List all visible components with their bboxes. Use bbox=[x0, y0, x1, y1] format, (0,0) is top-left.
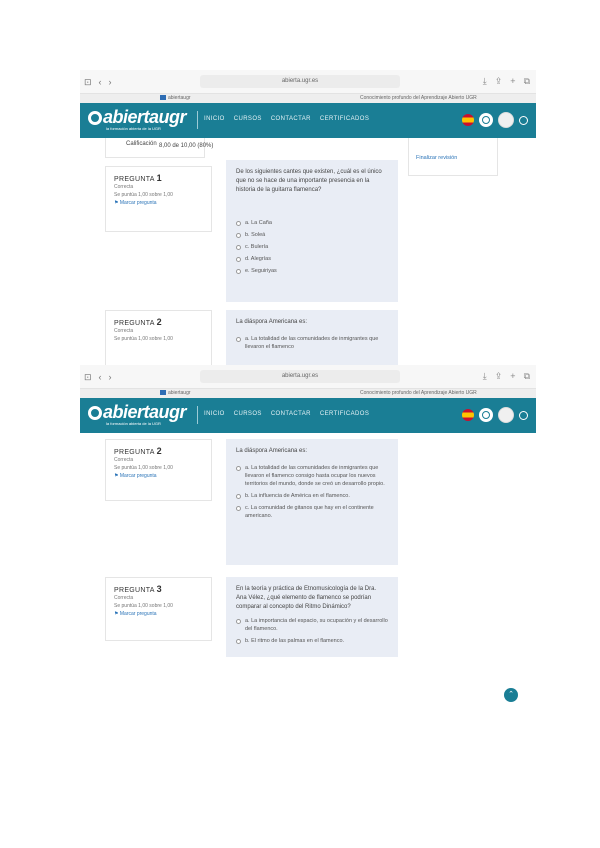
question-text: De los siguientes cantes que existen, ¿cuál es el único que no se hace de una importante presencia en la historia de la guitarra flamenca? bbox=[236, 169, 382, 193]
favicon-icon bbox=[160, 95, 166, 100]
answer-options bbox=[236, 464, 388, 520]
spain-flag-icon[interactable] bbox=[462, 409, 474, 421]
radio-icon[interactable] bbox=[236, 506, 241, 511]
answer-option[interactable]: c. La comunidad de gitanos que hay en el continente americano. bbox=[236, 504, 388, 520]
download-icon[interactable]: ⤓ bbox=[482, 371, 487, 381]
question-score: Se puntúa 1,00 sobre 1,00 bbox=[114, 465, 173, 471]
back-icon[interactable]: ‹ bbox=[98, 77, 102, 87]
quiz-navigation-block bbox=[408, 138, 498, 176]
radio-icon[interactable] bbox=[236, 639, 241, 644]
answer-options bbox=[236, 219, 388, 275]
nav-contactar[interactable]: CONTACTAR bbox=[270, 116, 311, 122]
answer-option[interactable]: a. La totalidad de las comunidades de inmigrantes que llevaron el flamenco consigo hasta ocupar los nuevos territorios del mundo, donde se creó un desarrollo propio. bbox=[236, 464, 388, 488]
download-icon[interactable]: ⤓ bbox=[482, 76, 487, 86]
browser-toolbar bbox=[80, 365, 536, 389]
question-body-1 bbox=[226, 160, 398, 302]
radio-icon[interactable] bbox=[236, 257, 241, 262]
search-icon[interactable] bbox=[519, 411, 528, 420]
globe-icon[interactable] bbox=[479, 408, 493, 422]
forward-icon[interactable]: › bbox=[108, 372, 112, 382]
tab-abiertaugr[interactable]: abiertaugr bbox=[160, 390, 191, 396]
tab-course[interactable]: Conocimiento profundo del Aprendizaje Abierto UGR bbox=[360, 390, 477, 396]
nav-divider bbox=[197, 406, 198, 424]
radio-icon[interactable] bbox=[236, 494, 241, 499]
answer-option[interactable]: b. Soleá bbox=[236, 231, 388, 239]
question-status: Correcta bbox=[114, 457, 134, 463]
tabs-icon[interactable]: ⧉ bbox=[523, 76, 530, 86]
avatar[interactable] bbox=[498, 407, 514, 423]
radio-icon[interactable] bbox=[236, 269, 241, 274]
nav-cursos[interactable]: CURSOS bbox=[233, 411, 262, 417]
site-logo[interactable]: abiertaugr la formación abierta de la UGR bbox=[88, 108, 186, 132]
question-body-2 bbox=[226, 310, 398, 370]
nav-divider bbox=[197, 111, 198, 129]
question-body-3 bbox=[226, 577, 398, 657]
new-tab-icon[interactable]: + bbox=[510, 371, 516, 381]
nav-certificados[interactable]: CERTIFICADOS bbox=[319, 411, 370, 417]
radio-icon[interactable] bbox=[236, 619, 241, 624]
answer-option[interactable]: c. Bulería bbox=[236, 243, 388, 251]
grade-label: Calificación bbox=[126, 141, 157, 147]
scroll-top-button[interactable]: ⌃ bbox=[504, 688, 518, 702]
question-score: Se puntúa 1,00 sobre 1,00 bbox=[114, 192, 173, 198]
tab-abiertaugr[interactable]: abiertaugr bbox=[160, 95, 191, 101]
site-logo[interactable]: abiertaugr la formación abierta de la UGR bbox=[88, 403, 186, 427]
nav-inicio[interactable]: INICIO bbox=[204, 116, 225, 122]
forward-icon[interactable]: › bbox=[108, 77, 112, 87]
answer-option[interactable]: a. La totalidad de las comunidades de inmigrantes que llevaron el flamenco bbox=[236, 335, 388, 351]
answer-option[interactable]: a. La Caña bbox=[236, 219, 388, 227]
radio-icon[interactable] bbox=[236, 245, 241, 250]
flag-question-link[interactable]: ⚑ Marcar pregunta bbox=[114, 611, 157, 617]
nav-cursos[interactable]: CURSOS bbox=[233, 116, 262, 122]
avatar[interactable] bbox=[498, 112, 514, 128]
nav-certificados[interactable]: CERTIFICADOS bbox=[319, 116, 370, 122]
question-text: La diáspora Americana es: bbox=[236, 319, 308, 325]
question-status: Correcta bbox=[114, 328, 134, 334]
question-info-1: PREGUNTA 1 Correcta Se puntúa 1,00 sobre 1,00 ⚑ Marcar pregunta bbox=[105, 166, 212, 232]
address-bar[interactable]: abierta.ugr.es bbox=[200, 75, 400, 88]
sidebar-icon[interactable]: ⊡ bbox=[84, 77, 92, 87]
logo-mark-icon bbox=[88, 406, 102, 420]
question-status: Correcta bbox=[114, 184, 134, 190]
answer-option[interactable]: b. El ritmo de las palmas en el flamenco. bbox=[236, 637, 388, 645]
favicon-icon bbox=[160, 390, 166, 395]
share-icon[interactable]: ⇪ bbox=[494, 371, 503, 381]
logo-mark-icon bbox=[88, 111, 102, 125]
radio-icon[interactable] bbox=[236, 466, 241, 471]
answer-options bbox=[236, 617, 388, 645]
question-score: Se puntúa 1,00 sobre 1,00 bbox=[114, 603, 173, 609]
spain-flag-icon[interactable] bbox=[462, 114, 474, 126]
question-info-2: PREGUNTA 2 Correcta Se puntúa 1,00 sobre 1,00 ⚑ Marcar pregunta bbox=[105, 439, 212, 501]
answer-option[interactable]: e. Seguiriyas bbox=[236, 267, 388, 275]
screenshot-1 bbox=[80, 70, 536, 358]
flag-question-link[interactable]: ⚑ Marcar pregunta bbox=[114, 200, 157, 206]
browser-toolbar bbox=[80, 70, 536, 94]
question-text: En la teoría y práctica de Etnomusicología de la Dra. Ana Vélez, ¿qué elemento de flamenco se podrían comparar al concepto del Ritmo Dinámico? bbox=[236, 586, 377, 610]
radio-icon[interactable] bbox=[236, 233, 241, 238]
question-text: La diáspora Americana es: bbox=[236, 448, 308, 454]
share-icon[interactable]: ⇪ bbox=[494, 76, 503, 86]
finish-review-link[interactable]: Finalizar revisión bbox=[416, 155, 458, 161]
site-header bbox=[80, 103, 536, 138]
question-info-2: PREGUNTA 2 Correcta Se puntúa 1,00 sobre 1,00 bbox=[105, 310, 212, 370]
main-nav bbox=[204, 116, 369, 122]
answer-option[interactable]: a. La importancia del espacio, su ocupación y el desarrollo del flamenco. bbox=[236, 617, 388, 633]
flag-question-link[interactable]: ⚑ Marcar pregunta bbox=[114, 473, 157, 479]
tabs-icon[interactable]: ⧉ bbox=[523, 371, 530, 381]
radio-icon[interactable] bbox=[236, 337, 241, 342]
nav-inicio[interactable]: INICIO bbox=[204, 411, 225, 417]
new-tab-icon[interactable]: + bbox=[510, 76, 516, 86]
question-info-3: PREGUNTA 3 Correcta Se puntúa 1,00 sobre 1,00 ⚑ Marcar pregunta bbox=[105, 577, 212, 641]
nav-contactar[interactable]: CONTACTAR bbox=[270, 411, 311, 417]
tab-strip bbox=[80, 389, 536, 398]
address-bar[interactable]: abierta.ugr.es bbox=[200, 370, 400, 383]
screenshot-2 bbox=[80, 365, 536, 698]
radio-icon[interactable] bbox=[236, 221, 241, 226]
answer-option[interactable]: b. La influencia de América en el flamenco. bbox=[236, 492, 388, 500]
question-status: Correcta bbox=[114, 595, 134, 601]
search-icon[interactable] bbox=[519, 116, 528, 125]
tab-strip bbox=[80, 94, 536, 103]
grade-value: 8,00 de 10,00 (80%) bbox=[159, 143, 214, 149]
sidebar-icon[interactable]: ⊡ bbox=[84, 372, 92, 382]
answer-option[interactable]: d. Alegrías bbox=[236, 255, 388, 263]
main-nav bbox=[204, 411, 369, 417]
question-body-2 bbox=[226, 439, 398, 565]
question-score: Se puntúa 1,00 sobre 1,00 bbox=[114, 336, 173, 342]
site-header bbox=[80, 398, 536, 433]
globe-icon[interactable] bbox=[479, 113, 493, 127]
back-icon[interactable]: ‹ bbox=[98, 372, 102, 382]
tab-course[interactable]: Conocimiento profundo del Aprendizaje Abierto UGR bbox=[360, 95, 477, 101]
answer-options bbox=[236, 335, 388, 351]
